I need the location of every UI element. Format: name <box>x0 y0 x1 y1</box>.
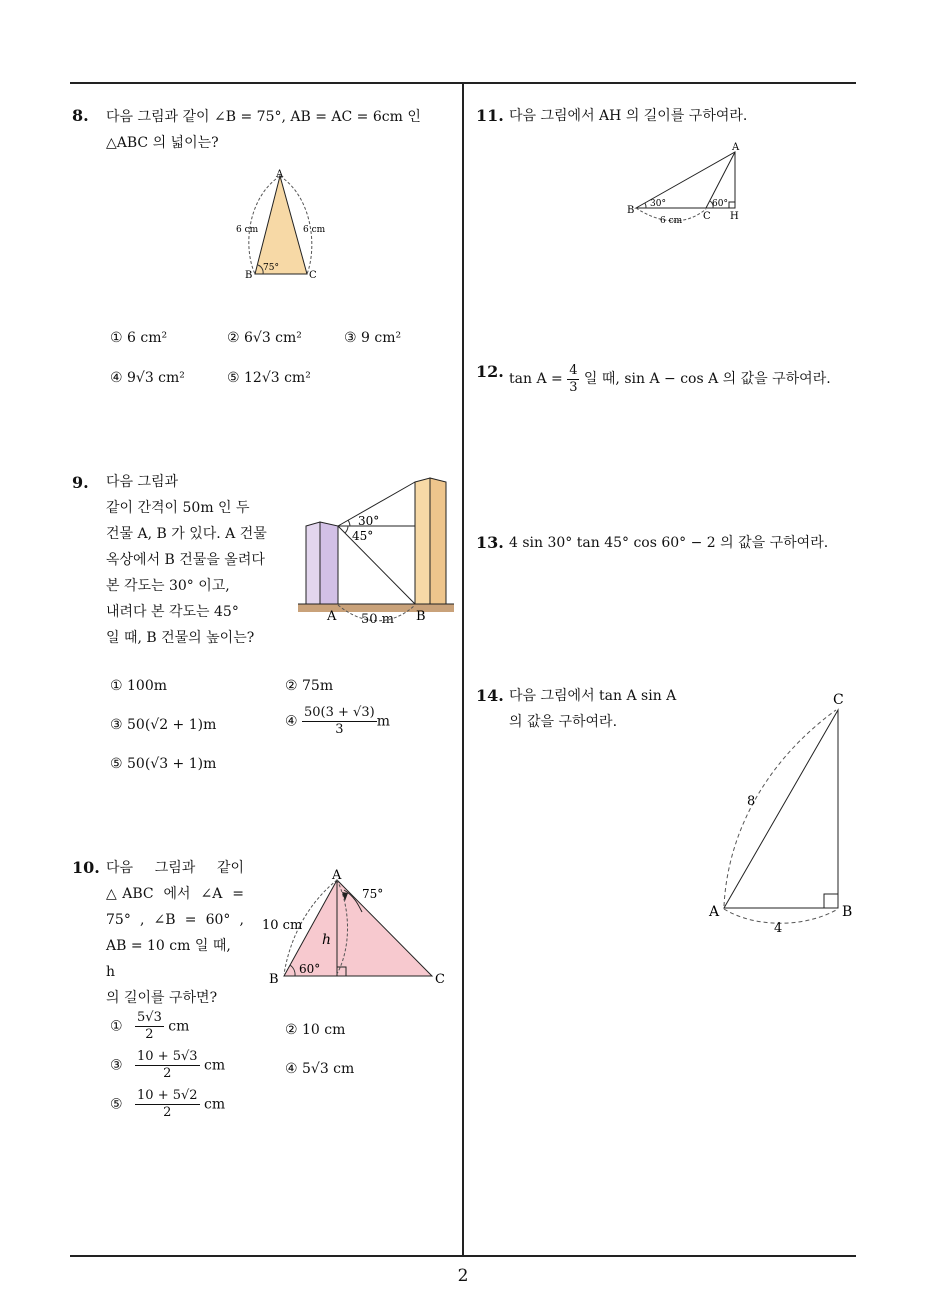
q10-text <box>106 855 244 1011</box>
q9-line: 같이 간격이 50m 인 두 <box>106 500 250 516</box>
q11-label-C: C <box>703 211 711 222</box>
q10-line: 75° , ∠B = 60° , <box>106 912 244 928</box>
q14-label-A: A <box>709 904 720 920</box>
q12-fraction <box>567 363 579 396</box>
q8-line2: △ABC 의 넓이는? <box>106 135 219 151</box>
q10-line: AB = 10 cm 일 때, h <box>106 938 231 980</box>
q11-number: 11. <box>476 106 504 125</box>
q9-choice-3[interactable]: ③ 50(√2 + 1)m <box>110 717 217 733</box>
q10-choice3-denominator: 2 <box>163 1066 172 1081</box>
q8-label-right: 6 cm <box>303 225 326 235</box>
q8-text <box>106 104 446 156</box>
q9-choice4-numerator: 50(3 + √3) <box>304 705 375 720</box>
q10-choice3-mark: ③ <box>110 1057 123 1074</box>
q9-line: 본 각도는 30° 이고, <box>106 578 230 594</box>
q9-label-B: B <box>416 609 426 624</box>
q12-pre: tan A = <box>509 371 563 387</box>
q9-figure <box>298 474 458 627</box>
q8-choice-1[interactable]: ① 6 cm² <box>110 330 168 346</box>
q10-choice-4[interactable]: ④ 5√3 cm <box>285 1061 355 1077</box>
q8-number: 8. <box>72 106 89 125</box>
q10-choice-1[interactable] <box>110 1010 189 1043</box>
q10-line: 의 길이를 구하면? <box>106 990 218 1006</box>
q10-number: 10. <box>72 858 100 877</box>
q10-label-h: h <box>322 932 332 948</box>
q9-choice4-mark: ④ <box>285 713 298 730</box>
page-number: 2 <box>457 1266 469 1286</box>
q11-figure <box>622 140 752 230</box>
q8-label-C: C <box>309 270 317 281</box>
q10-choice3-unit: cm <box>204 1057 226 1074</box>
q14-figure <box>700 688 860 938</box>
q10-choice1-numerator: 5√3 <box>137 1010 162 1025</box>
q11-label-60: 60° <box>712 199 728 209</box>
q9-line: 건물 A, B 가 있다. A 건물 <box>106 526 267 542</box>
q10-choice3-numerator: 10 + 5√3 <box>137 1049 198 1064</box>
q14-label-C: C <box>833 692 844 708</box>
q9-text <box>106 469 286 651</box>
q9-choice4-unit: m <box>376 713 390 730</box>
q9-line: 내려다 본 각도는 45° <box>106 604 239 620</box>
q8-figure <box>225 168 335 283</box>
q9-choice-4[interactable] <box>285 705 390 738</box>
q9-choice-1[interactable]: ① 100m <box>110 678 167 694</box>
q11-label-A: A <box>732 142 740 153</box>
q9-label-dist: 50 m <box>361 612 395 627</box>
q11-label-30: 30° <box>650 199 666 209</box>
q9-line: 옥상에서 B 건물을 올려다 <box>106 552 265 568</box>
q11-label-B: B <box>627 205 635 216</box>
q10-line: 다음 그림과 같이 <box>106 860 244 876</box>
q10-choice-3[interactable] <box>110 1049 225 1082</box>
q8-choice-2[interactable]: ② 6√3 cm² <box>227 330 302 346</box>
q12-denominator: 3 <box>569 379 578 395</box>
q12-text <box>509 360 831 398</box>
q10-label-angB: 60° <box>299 962 321 976</box>
q12-number: 12. <box>476 362 504 381</box>
q9-choice4-fraction <box>302 705 377 738</box>
q10-label-C: C <box>435 972 445 987</box>
q9-choice-5[interactable]: ⑤ 50(√3 + 1)m <box>110 756 217 772</box>
q10-choice-2[interactable]: ② 10 cm <box>285 1022 346 1038</box>
q10-label-B: B <box>269 972 279 987</box>
q8-label-left: 6 cm <box>236 225 259 235</box>
q8-line1: 다음 그림과 같이 ∠B = 75°, AB = AC = 6cm 인 <box>106 109 421 125</box>
q8-choice-3[interactable]: ③ 9 cm² <box>344 330 402 346</box>
q14-label-B: B <box>842 904 853 920</box>
q14-number: 14. <box>476 686 504 705</box>
q10-line: △ABC 에서 ∠A = <box>106 886 244 902</box>
q10-choice5-fraction <box>135 1088 200 1121</box>
q11-label-H: H <box>730 211 739 222</box>
q8-choice-4[interactable]: ④ 9√3 cm² <box>110 370 185 386</box>
q9-label-A: A <box>327 609 337 624</box>
q10-choice1-denominator: 2 <box>145 1027 154 1042</box>
bottom-rule <box>70 1255 856 1257</box>
q10-choice3-fraction <box>135 1049 200 1082</box>
q10-choice5-mark: ⑤ <box>110 1096 123 1113</box>
q10-choice5-numerator: 10 + 5√2 <box>137 1088 198 1103</box>
q9-choice4-denominator: 3 <box>335 722 344 737</box>
q10-choice1-unit: cm <box>168 1018 190 1035</box>
q14-label-base: 4 <box>774 921 783 936</box>
q10-label-A: A <box>332 868 342 883</box>
q10-choice1-fraction <box>135 1010 164 1043</box>
q13-text: 4 sin 30° tan 45° cos 60° − 2 의 값을 구하여라. <box>509 535 829 551</box>
q12-post: 일 때, sin A − cos A 의 값을 구하여라. <box>583 371 831 387</box>
q14-line2: 의 값을 구하여라. <box>509 714 618 730</box>
q8-label-angle: 75° <box>263 263 279 273</box>
q9-label-up: 30° <box>358 514 380 528</box>
q10-figure <box>262 866 452 991</box>
q10-choice1-mark: ① <box>110 1018 123 1035</box>
q8-label-A: A <box>276 169 284 180</box>
q10-choice5-unit: cm <box>204 1096 226 1113</box>
q10-choice5-denominator: 2 <box>163 1105 172 1120</box>
q9-line: 일 때, B 건물의 높이는? <box>106 630 255 646</box>
q12-numerator: 4 <box>569 362 578 378</box>
q9-label-down: 45° <box>352 529 374 543</box>
q8-choice-5[interactable]: ⑤ 12√3 cm² <box>227 370 311 386</box>
q10-label-angA: 75° <box>362 887 384 901</box>
q13-number: 13. <box>476 533 504 552</box>
q10-label-side: 10 cm <box>262 918 303 933</box>
q14-line1: 다음 그림에서 tan A sin A <box>509 688 677 704</box>
q8-label-B: B <box>245 270 253 281</box>
q10-choice-5[interactable] <box>110 1088 225 1121</box>
q14-label-hyp: 8 <box>747 794 756 809</box>
column-divider <box>462 83 464 1257</box>
q11-text: 다음 그림에서 AH 의 길이를 구하여라. <box>509 108 748 124</box>
q11-label-len: 6 cm <box>660 216 683 226</box>
q14-text <box>509 683 676 735</box>
q9-line: 다음 그림과 <box>106 474 179 490</box>
q9-number: 9. <box>72 473 89 492</box>
q9-choice-2[interactable]: ② 75m <box>285 678 334 694</box>
